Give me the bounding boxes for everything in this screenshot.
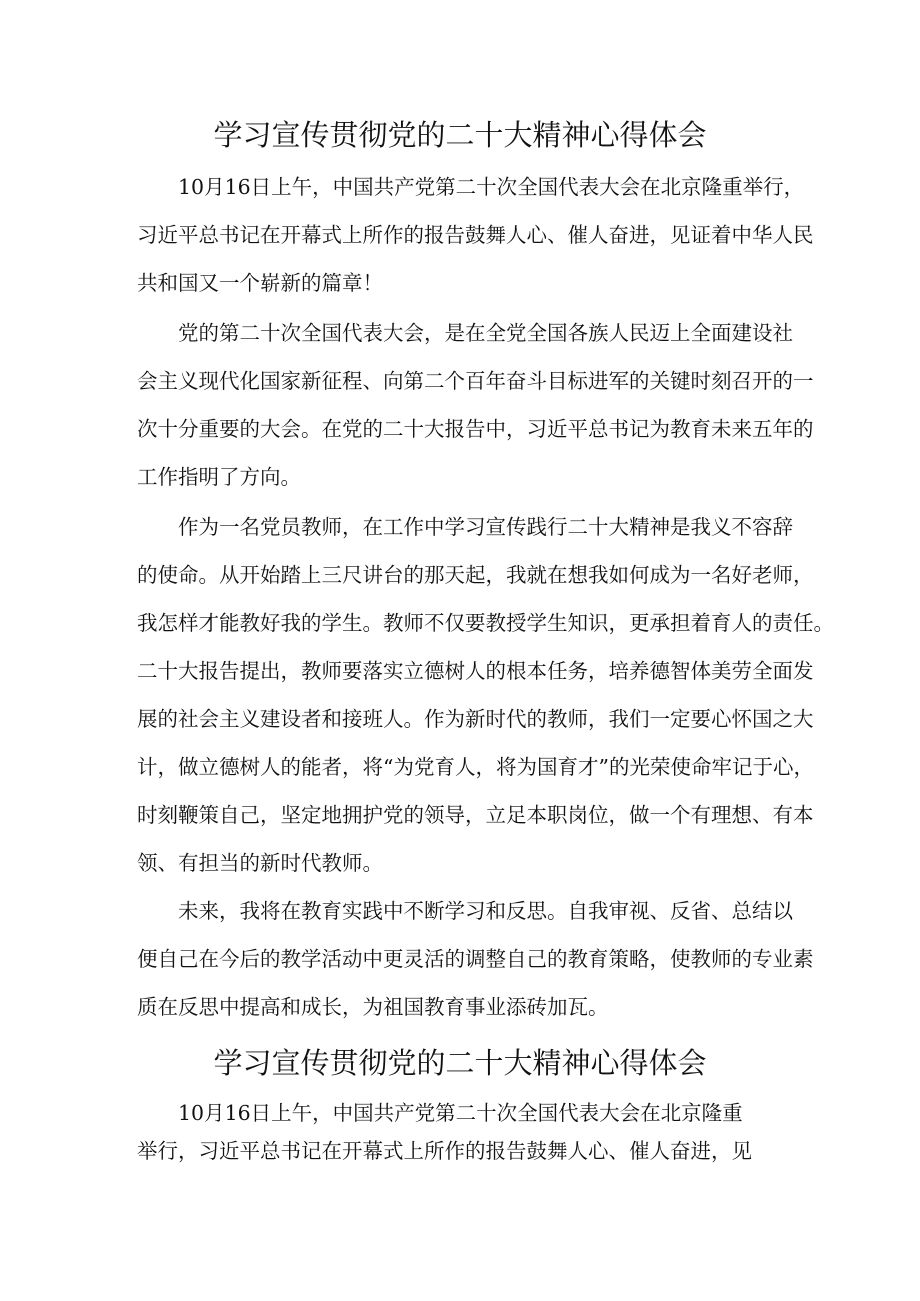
document-title: 学习宣传贯彻党的二十大精神心得体会 bbox=[213, 118, 707, 152]
paragraph-line: 领、有担当的新时代教师。 bbox=[137, 851, 383, 875]
paragraph-line: 展的社会主义建设者和接班人。作为新时代的教师，我们一定要心怀国之大 bbox=[137, 707, 814, 731]
paragraph-line: 作为一名党员教师，在工作中学习宣传践行二十大精神是我义不容辞 bbox=[178, 515, 793, 539]
paragraph-line: 10月16日上午，中国共产党第二十次全国代表大会在北京隆重举行， bbox=[178, 175, 805, 199]
paragraph-line: 次十分重要的大会。在党的二十大报告中，习近平总书记为教育未来五年的 bbox=[137, 417, 814, 441]
paragraph-line: 的使命。从开始踏上三尺讲台的那天起，我就在想我如何成为一名好老师， bbox=[137, 563, 814, 587]
paragraph-line: 党的第二十次全国代表大会，是在全党全国各族人民迈上全面建设社 bbox=[178, 321, 793, 345]
paragraph-line: 计，做立德树人的能者，将“为党育人，将为国育才”的光荣使命牢记于心， bbox=[137, 755, 814, 779]
paragraph-line: 便自己在今后的教学活动中更灵活的调整自己的教育策略，使教师的专业素 bbox=[137, 947, 814, 971]
paragraph-line: 二十大报告提出，教师要落实立德树人的根本任务，培养德智体美劳全面发 bbox=[137, 659, 814, 683]
paragraph-line: 未来，我将在教育实践中不断学习和反思。自我审视、反省、总结以 bbox=[178, 899, 793, 923]
paragraph-line: 我怎样才能教好我的学生。教师不仅要教授学生知识，更承担着育人的责任。 bbox=[137, 611, 834, 635]
paragraph-line: 时刻鞭策自己，坚定地拥护党的领导，立足本职岗位，做一个有理想、有本 bbox=[137, 803, 814, 827]
paragraph-line: 举行，习近平总书记在开幕式上所作的报告鼓舞人心、催人奋进，见 bbox=[137, 1139, 752, 1163]
paragraph-line: 质在反思中提高和成长，为祖国教育事业添砖加瓦。 bbox=[137, 995, 609, 1019]
paragraph-line: 10月16日上午，中国共产党第二十次全国代表大会在北京隆重 bbox=[178, 1101, 743, 1125]
paragraph-line: 共和国又一个崭新的篇章！ bbox=[137, 271, 383, 295]
paragraph-line: 会主义现代化国家新征程、向第二个百年奋斗目标进军的关键时刻召开的一 bbox=[137, 369, 814, 393]
document-title-repeat: 学习宣传贯彻党的二十大精神心得体会 bbox=[213, 1046, 707, 1080]
paragraph-line: 习近平总书记在开幕式上所作的报告鼓舞人心、催人奋进，见证着中华人民 bbox=[137, 223, 814, 247]
paragraph-line: 工作指明了方向。 bbox=[137, 465, 301, 489]
